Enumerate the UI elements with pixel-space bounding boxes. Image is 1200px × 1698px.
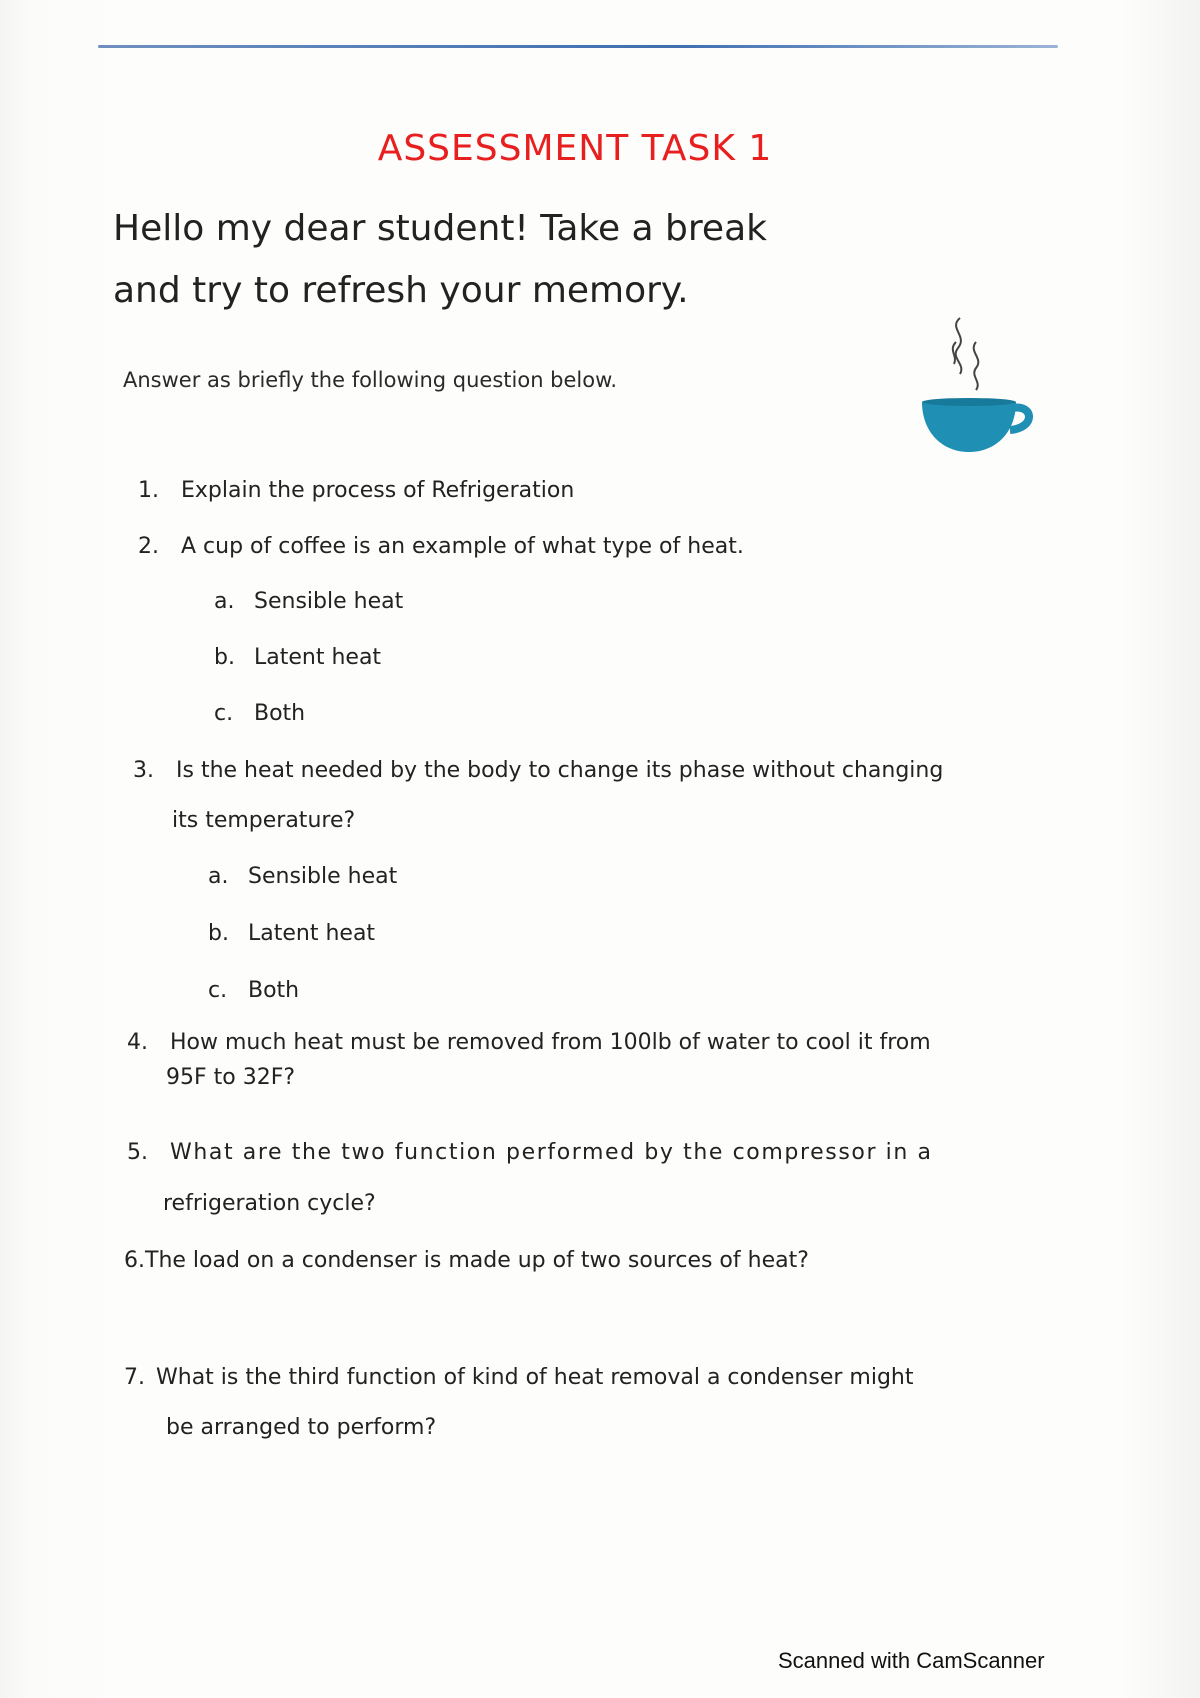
question-7	[124, 1365, 913, 1390]
question-text: A cup of coffee is an example of what type of heat.	[181, 534, 744, 559]
question-number: 4.	[127, 1030, 148, 1055]
question-2-option-a	[214, 589, 403, 614]
question-text: What is the third function of kind of heat removal a condenser might	[156, 1365, 914, 1390]
page-title: ASSESSMENT TASK 1	[377, 128, 773, 169]
option-text: Sensible heat	[254, 589, 404, 614]
option-letter: c.	[214, 701, 234, 726]
greeting-line-1: Hello my dear student! Take a break	[113, 208, 767, 249]
question-2	[138, 534, 744, 559]
question-number: 5.	[127, 1140, 148, 1165]
question-3-option-a	[208, 864, 397, 889]
question-7-continued: be arranged to perform?	[166, 1415, 437, 1440]
option-text: Latent heat	[248, 921, 376, 946]
question-2-option-c	[214, 701, 305, 726]
question-3	[133, 758, 943, 783]
question-3-option-b	[208, 921, 375, 946]
question-4	[127, 1030, 931, 1055]
question-text: Is the heat needed by the body to change its phase without changing	[176, 758, 944, 783]
question-text: How much heat must be removed from 100lb of water to cool it from	[170, 1030, 931, 1055]
question-text: The load on a condenser is made up of two sources of heat?	[145, 1248, 809, 1273]
greeting	[113, 198, 913, 322]
question-5-continued: refrigeration cycle?	[163, 1191, 376, 1216]
question-2-option-b	[214, 645, 381, 670]
option-letter: b.	[208, 921, 229, 946]
option-text: Both	[254, 701, 306, 726]
question-3-option-c	[208, 978, 299, 1003]
option-text: Latent heat	[254, 645, 382, 670]
option-letter: c.	[208, 978, 228, 1003]
instruction: Answer as briefly the following question below.	[123, 368, 618, 392]
coffee-cup-icon	[912, 312, 1037, 462]
question-number: 7.	[124, 1365, 145, 1390]
question-3-continued: its temperature?	[172, 808, 356, 833]
question-text: What are the two function performed by the compressor in a	[170, 1140, 933, 1165]
option-text: Both	[248, 978, 300, 1003]
question-5	[127, 1140, 933, 1165]
greeting-line-2: and try to refresh your memory.	[113, 270, 689, 311]
option-text: Sensible heat	[248, 864, 398, 889]
option-letter: b.	[214, 645, 235, 670]
question-number: 1.	[138, 478, 159, 503]
question-text: Explain the process of Refrigeration	[181, 478, 575, 503]
scanner-watermark: Scanned with CamScanner	[778, 1648, 1045, 1673]
option-letter: a.	[208, 864, 229, 889]
question-number: 3.	[133, 758, 154, 783]
question-number: 2.	[138, 534, 159, 559]
option-letter: a.	[214, 589, 235, 614]
top-rule	[98, 45, 1058, 48]
question-1	[138, 478, 574, 503]
question-4-continued: 95F to 32F?	[166, 1065, 296, 1090]
question-6	[124, 1248, 809, 1273]
question-number: 6.	[124, 1248, 145, 1273]
